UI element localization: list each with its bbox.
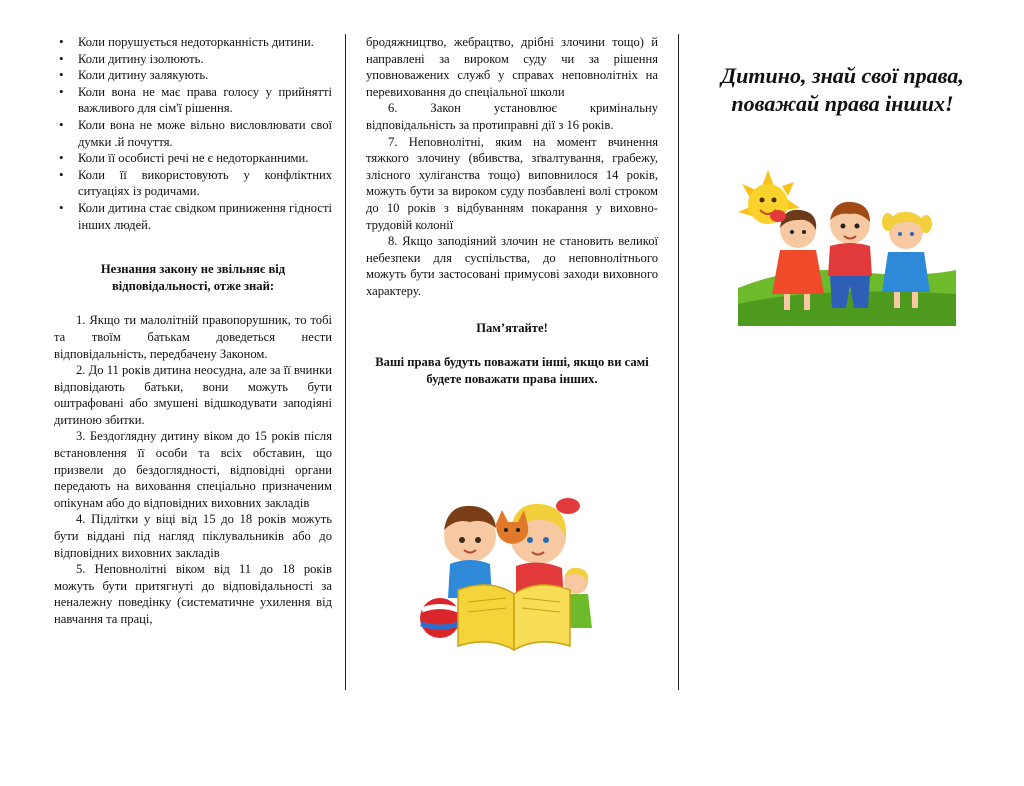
bullet-item: • Коли порушується недоторканність дитини. [54, 34, 332, 51]
paragraph-4: 4. Підлітки у віці від 15 до 18 років можуть бути віддані під нагляд піклувальників або до відповідних виховних закладів [54, 512, 332, 560]
paragraph-3: 3. Бездоглядну дитину віком до 15 років після встановлення її особи та всіх обставин, що призвели до бездоглядності, відповідні органи передають на виховання спеціально призначеним опікунам або до відповідних виховних закладів [54, 429, 332, 510]
bullet-item: • Коли її особисті речі не є недоторканними. [54, 150, 332, 167]
paragraph-1: 1. Якщо ти малолітній правопорушник, то тобі та твоїм батькам доведеться нести відповідальність, передбачену Законом. [54, 313, 332, 361]
reading-children-illustration [418, 478, 608, 656]
paragraph-5: 5. Неповнолітні віком від 11 до 18 років можуть бути притягнуті до відповідальності за неналежну поведінку (систематичне ухилення від навчання та праці, [54, 562, 332, 626]
paragraph-2: 2. До 11 років дитина неосудна, але за її вчинки відповідають батьки, вони можуть бути оштрафовані або змушені відшкодувати заподіяні дитиною збитки. [54, 363, 332, 427]
closing-message: Ваші права будуть поважати інші, якщо ви самі будете поважати права інших. [375, 355, 649, 386]
column-divider-2 [678, 34, 679, 690]
paragraph-6: 6. Закон установлює кримінальну відповідальність за протиправні дії з 16 років. [366, 101, 658, 132]
column-divider-1 [345, 34, 346, 690]
slogan-line-2: поважай права інших! [731, 91, 954, 116]
kids-with-sun-illustration [738, 168, 956, 326]
bullet-item: • Коли вона не має права голосу у прийнятті важливого для сім'ї рішення. [54, 84, 332, 117]
remember-heading: Пам’ятайте! [476, 320, 548, 335]
paragraph-7: 7. Неповнолітні, яким на момент вчинення тяжкого злочину (вбивства, зґвалтування, грабежу, злісного хуліганства тощо) виповнилося 14 років, можуть бути за вироком суду позбавлені волі строком до 10 років з відбуванням покарання у виховно-трудовій колонії [366, 134, 658, 232]
bullet-list [54, 34, 332, 233]
bullet-item: • Коли дитина стає свідком приниження гідності інших людей. [54, 200, 332, 233]
paragraph-continuation: бродяжництво, жебрацтво, дрібні злочини тощо) й направлені за вироком суду чи за рішення уповноважених служб у справах неповнолітніх на перевиховання до спеціальної школи [366, 35, 658, 99]
section-heading: Незнання закону не звільняє від відповідальності, отже знай: [100, 262, 286, 293]
paragraph-8: 8. Якщо заподіяний злочин не становить великої небезпеки для суспільства, до неповнолітнього можуть бути застосовані примусові заходи виховного характеру. [366, 234, 658, 298]
bullet-item: • Коли дитину ізолюють. [54, 51, 332, 68]
bullet-item: • Коли дитину залякують. [54, 67, 332, 84]
bullet-item: • Коли її використовують у конфліктних ситуаціях із родичами. [54, 167, 332, 200]
slogan-line-1: Дитино, знай свої права, [721, 63, 964, 88]
bullet-item: • Коли вона не може вільно висловлювати свої думки .й почуття. [54, 117, 332, 150]
column-1 [54, 34, 332, 758]
